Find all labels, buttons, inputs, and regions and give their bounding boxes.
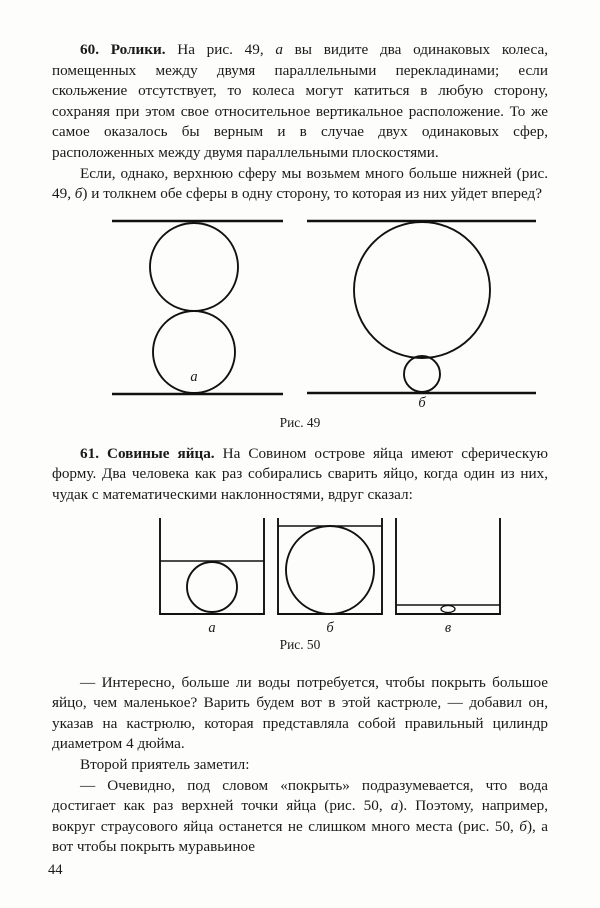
problem-60-title: Ролики. (110, 41, 166, 58)
figure-49-label-a: а (190, 368, 198, 385)
problem-61-text: На Совином острове яйца имеют сферическую форму. Два человека как раз собирались сварить яйцо, когда один из них, чудак с математическими наклонностями, вдруг сказал: (52, 444, 549, 503)
figure-50-label-a: а (208, 619, 216, 636)
problem-60-text-a: На рис. 49, (177, 41, 276, 58)
figure-50-label-b: б (326, 619, 334, 636)
page-content (52, 40, 548, 858)
figure-49-caption: Рис. 49 (279, 414, 321, 430)
problem-60-p2-text-b: ) и толкнем обе сферы в одну сторону, то которая из них уйдет вперед? (82, 185, 542, 203)
problem-60-text-b: вы видите два одинаковых колеса, помещенных между двумя параллельными перекладинами; если скольжение отсутствует, то колеса могут катиться в любую сторону, сохраняя при этом свое относительное вертикальное расположение. То же самое оказалось бы верным и в случае двух одинаковых сфер, расположенных между двумя параллельными плоскостями. (52, 41, 548, 161)
problem-61-dialogue-1 (52, 673, 548, 755)
problem-61-dialogue-2-text-b: ). Поэтому, например, вокруг страусового яйца останется не слишком много места (рис. 50, (52, 797, 548, 835)
problem-61-title: Совиные яйца. (107, 444, 215, 462)
page-number: 44 (48, 862, 63, 878)
problem-61-dialogue-2 (52, 776, 548, 858)
problem-60-italic-a: а (275, 41, 283, 58)
problem-61-number: 61. (80, 444, 99, 462)
problem-60-italic-b: б (74, 185, 83, 203)
problem-61-friend-text: Второй приятель заметил: (80, 755, 250, 773)
figure-49 (52, 217, 548, 430)
figure-49-drawing (52, 217, 548, 407)
figure-50-caption: Рис. 50 (279, 636, 321, 652)
problem-60-p2-text-a: Если, однако, верхнюю сферу мы возьмем много больше нижней (рис. 49, (52, 164, 548, 203)
figure-50-label-v: в (444, 619, 452, 636)
problem-61-dialogue-2-text-c: ), а вот чтобы покрыть муравьиное (52, 817, 548, 856)
problem-61-dialogue-2-text-a: — Очевидно, под словом «покрыть» подразумевается, что вода достигает как раз верхней точки яйца (рис. 50, (52, 776, 548, 815)
problem-60-number: 60. (80, 41, 99, 58)
figure-50 (52, 516, 548, 652)
problem-61-italic-b: б (519, 817, 527, 835)
problem-60-paragraph-1 (52, 40, 548, 164)
problem-61-friend-line (52, 755, 548, 776)
problem-61-paragraph-1 (52, 444, 548, 506)
problem-60-paragraph-2 (52, 164, 548, 205)
problem-61-dialogue-1-text: — Интересно, больше ли воды потребуется, чтобы покрыть большое яйцо, чем маленькое? Варить будем вот в этой кастрюле, — добавил он, указав на кастрюлю, которая представляла собой правильный цилиндр диаметром 4 дюйма. (52, 673, 548, 753)
figure-50-drawing (52, 516, 548, 620)
figure-49-label-b: б (418, 394, 426, 411)
problem-61-italic-a: а (390, 797, 399, 815)
